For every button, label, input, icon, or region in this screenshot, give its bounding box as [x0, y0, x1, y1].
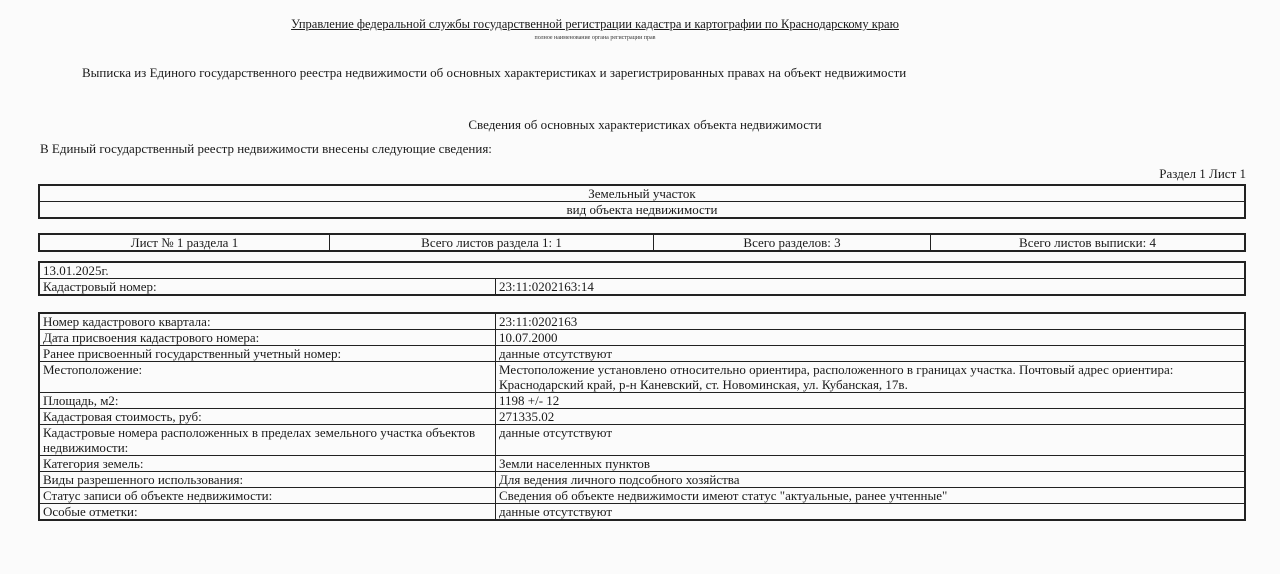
table-row — [39, 393, 1245, 409]
total-sections: Всего разделов: 3 — [654, 234, 931, 251]
row-value: Для ведения личного подсобного хозяйства — [496, 472, 1246, 488]
row-label: Кадастровые номера расположенных в пределах земельного участка объектов недвижимости: — [39, 425, 496, 456]
sheet-number: Лист № 1 раздела 1 — [39, 234, 330, 251]
table-row — [39, 425, 1245, 456]
row-label: Особые отметки: — [39, 504, 496, 521]
total-sheets-extract: Всего листов выписки: 4 — [931, 234, 1246, 251]
cadastral-number-value: 23:11:0202163:14 — [496, 279, 1246, 296]
row-label: Ранее присвоенный государственный учетный номер: — [39, 346, 496, 362]
table-row — [39, 488, 1245, 504]
table-row — [39, 472, 1245, 488]
organization-name: Управление федеральной службы государственной регистрации кадастра и картографии по Краснодарскому краю — [291, 17, 899, 31]
table-row — [39, 409, 1245, 425]
extract-title: Выписка из Единого государственного реестра недвижимости об основных характеристиках и зарегистрированных правах на объект недвижимости — [82, 65, 907, 80]
table-row — [39, 456, 1245, 472]
row-value: данные отсутствуют — [496, 425, 1246, 456]
table-row — [39, 504, 1245, 521]
row-label: Местоположение: — [39, 362, 496, 393]
row-value: данные отсутствуют — [496, 504, 1246, 521]
table-row — [39, 362, 1245, 393]
summary-table — [38, 261, 1246, 296]
row-value: 1198 +/- 12 — [496, 393, 1246, 409]
object-type: Земельный участок — [39, 185, 1245, 202]
row-value: 23:11:0202163 — [496, 313, 1246, 330]
total-sheets-section: Всего листов раздела 1: 1 — [330, 234, 654, 251]
row-value: данные отсутствуют — [496, 346, 1246, 362]
sheet-label: Раздел 1 Лист 1 — [1159, 166, 1246, 181]
row-label: Кадастровая стоимость, руб: — [39, 409, 496, 425]
sheets-table — [38, 233, 1246, 252]
row-value: Сведения об объекте недвижимости имеют статус "актуальные, ранее учтенные" — [496, 488, 1246, 504]
characteristics-table — [38, 312, 1246, 521]
intro-text: В Единый государственный реестр недвижимости внесены следующие сведения: — [40, 141, 492, 156]
row-label: Площадь, м2: — [39, 393, 496, 409]
table-row — [39, 346, 1245, 362]
organization-note: полное наименование органа регистрации прав — [534, 35, 656, 41]
row-label: Дата присвоения кадастрового номера: — [39, 330, 496, 346]
section-heading: Сведения об основных характеристиках объекта недвижимости — [468, 117, 822, 132]
table-row — [39, 330, 1245, 346]
row-label: Номер кадастрового квартала: — [39, 313, 496, 330]
row-value: 271335.02 — [496, 409, 1246, 425]
row-value: Местоположение установлено относительно ориентира, расположенного в границах участка. Почтовый адрес ориентира: Краснодарский край, р-н Каневский, ст. Новоминская, ул. Кубанская, 17в. — [496, 362, 1246, 393]
row-label: Категория земель: — [39, 456, 496, 472]
row-value: 10.07.2000 — [496, 330, 1246, 346]
row-label: Виды разрешенного использования: — [39, 472, 496, 488]
row-value: Земли населенных пунктов — [496, 456, 1246, 472]
row-label: Статус записи об объекте недвижимости: — [39, 488, 496, 504]
cadastral-number-label: Кадастровый номер: — [39, 279, 496, 296]
extract-date: 13.01.2025г. — [39, 262, 1245, 279]
object-type-table — [38, 184, 1246, 219]
object-type-note: вид объекта недвижимости — [39, 202, 1245, 219]
table-row — [39, 313, 1245, 330]
